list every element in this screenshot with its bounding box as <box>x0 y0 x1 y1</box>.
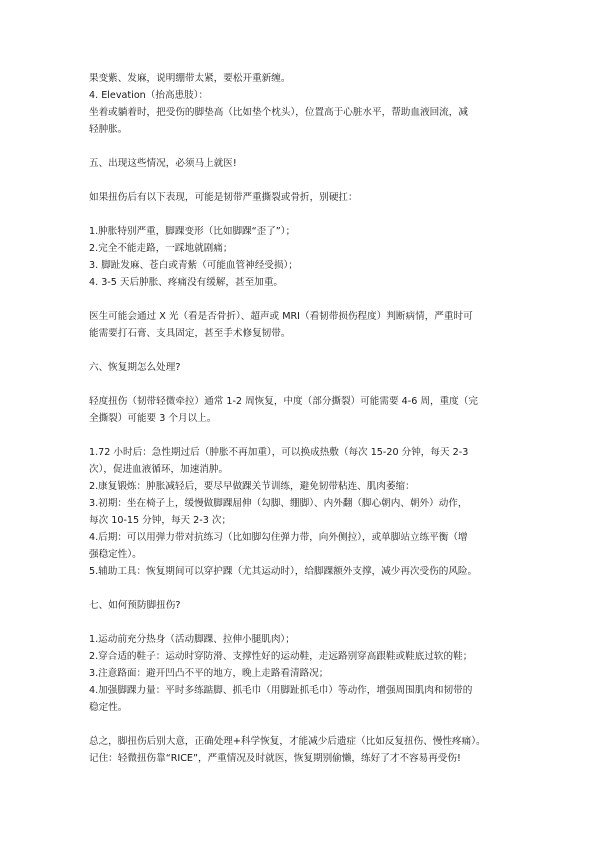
paragraph <box>89 223 513 240</box>
paragraph <box>89 478 513 495</box>
text-line: 5.辅助工具：恢复期间可以穿护踝（尤其运动时），给脚踝额外支撑，减少再次受伤的风险。 <box>89 566 478 577</box>
text-line: 2.康复锻炼：肿胀减轻后，要尽早做踝关节训练，避免韧带粘连、肌肉萎缩： <box>89 481 415 492</box>
text-line: 每次 10-15 分钟，每天 2-3 次； <box>89 515 232 526</box>
paragraph <box>89 648 513 665</box>
text-line: 稳定性。 <box>89 702 128 713</box>
text-line: 4. Elevation（抬高患肢）： <box>89 90 209 101</box>
paragraph <box>89 359 513 376</box>
text-line: 2.穿合适的鞋子：运动时穿防滑、支撑性好的运动鞋，走远路别穿高跟鞋或鞋底过软的鞋； <box>89 651 473 662</box>
text-line: 五、出现这些情况，必须马上就医! <box>89 158 237 169</box>
paragraph <box>89 444 513 478</box>
paragraph <box>89 70 513 87</box>
paragraph <box>89 563 513 580</box>
text-line: 医生可能会通过 X 光（看是否骨折）、超声或 MRI（看韧带损伤程度）判断病情，严重时可 <box>89 311 473 322</box>
paragraph <box>89 87 513 104</box>
text-line: 全撕裂）可能要 3 个月以上。 <box>89 413 217 424</box>
paragraph-gap <box>89 580 513 597</box>
text-line: 记住：轻微扭伤靠“RICE”，严重情况及时就医，恢复期别偷懒，练好了才不容易再受伤! <box>89 753 461 764</box>
paragraph-gap <box>89 291 513 308</box>
paragraph <box>89 393 513 427</box>
paragraph-gap <box>89 172 513 189</box>
paragraph <box>89 155 513 172</box>
text-line: 1.72 小时后：急性期过后（肿胀不再加重），可以换成热敷（每次 15-20 分钟，每天 2-3 <box>89 447 469 458</box>
text-line: 总之，脚扭伤后别大意，正确处理+科学恢复，才能减少后遗症（比如反复扭伤、慢性疼痛）。 <box>89 736 486 747</box>
paragraph <box>89 682 513 716</box>
text-line: 果变紫、发麻，说明绷带太紧，要松开重新缠。 <box>89 73 291 84</box>
text-line: 七、如何预防脚扭伤? <box>89 600 181 611</box>
paragraph <box>89 308 513 342</box>
paragraph <box>89 495 513 529</box>
paragraph <box>89 104 513 138</box>
text-line: 4.加强脚踝力量：平时多练踮脚、抓毛巾（用脚趾抓毛巾）等动作，增强周围肌肉和韧带的 <box>89 685 473 696</box>
text-line: 1.肿胀特别严重，脚踝变形（比如脚踝“歪了”）； <box>89 226 296 237</box>
paragraph <box>89 631 513 648</box>
text-line: 4.后期：可以用弹力带对抗练习（比如脚勾住弹力带，向外侧拉），或单脚站立练平衡（增 <box>89 532 468 543</box>
paragraph <box>89 257 513 274</box>
paragraph-gap <box>89 614 513 631</box>
paragraph-gap <box>89 376 513 393</box>
paragraph <box>89 529 513 563</box>
paragraph <box>89 274 513 291</box>
text-line: 轻肿胀。 <box>89 124 128 135</box>
paragraph-gap <box>89 342 513 359</box>
paragraph <box>89 240 513 257</box>
text-line: 3.注意路面：避开凹凸不平的地方，晚上走路看清路况； <box>89 668 329 679</box>
paragraph-gap <box>89 716 513 733</box>
paragraph-gap <box>89 138 513 155</box>
text-line: 4. 3-5 天后肿胀、疼痛没有缓解，甚至加重。 <box>89 277 284 288</box>
document-page <box>89 70 513 767</box>
text-line: 次），促进血液循环，加速消肿。 <box>89 464 229 475</box>
text-line: 坐着或躺着时，把受伤的脚垫高（比如垫个枕头），位置高于心脏水平，帮助血液回流，减 <box>89 107 468 118</box>
text-line: 强稳定性）。 <box>89 549 142 560</box>
paragraph <box>89 733 513 767</box>
text-line: 1.运动前充分热身（活动脚踝、拉伸小腿肌肉）； <box>89 634 295 645</box>
text-line: 六、恢复期怎么处理? <box>89 362 181 373</box>
paragraph <box>89 597 513 614</box>
paragraph <box>89 665 513 682</box>
text-line: 如果扭伤后有以下表现，可能是韧带严重撕裂或骨折，别硬扛： <box>89 192 358 203</box>
text-line: 3.初期：坐在椅子上，缓慢做脚踝屈伸（勾脚、绷脚）、内外翻（脚心朝内、朝外）动作， <box>89 498 468 509</box>
paragraph-gap <box>89 427 513 444</box>
text-line: 3. 脚趾发麻、苍白或青紫（可能血管神经受损）； <box>89 260 298 271</box>
paragraph-gap <box>89 206 513 223</box>
text-line: 2.完全不能走路，一踩地就剧痛； <box>89 243 233 254</box>
text-line: 轻度扭伤（韧带轻微牵拉）通常 1-2 周恢复，中度（部分撕裂）可能需要 4-6 周，重度（完 <box>89 396 478 407</box>
paragraph <box>89 189 513 206</box>
text-line: 能需要打石膏、支具固定，甚至手术修复韧带。 <box>89 328 291 339</box>
